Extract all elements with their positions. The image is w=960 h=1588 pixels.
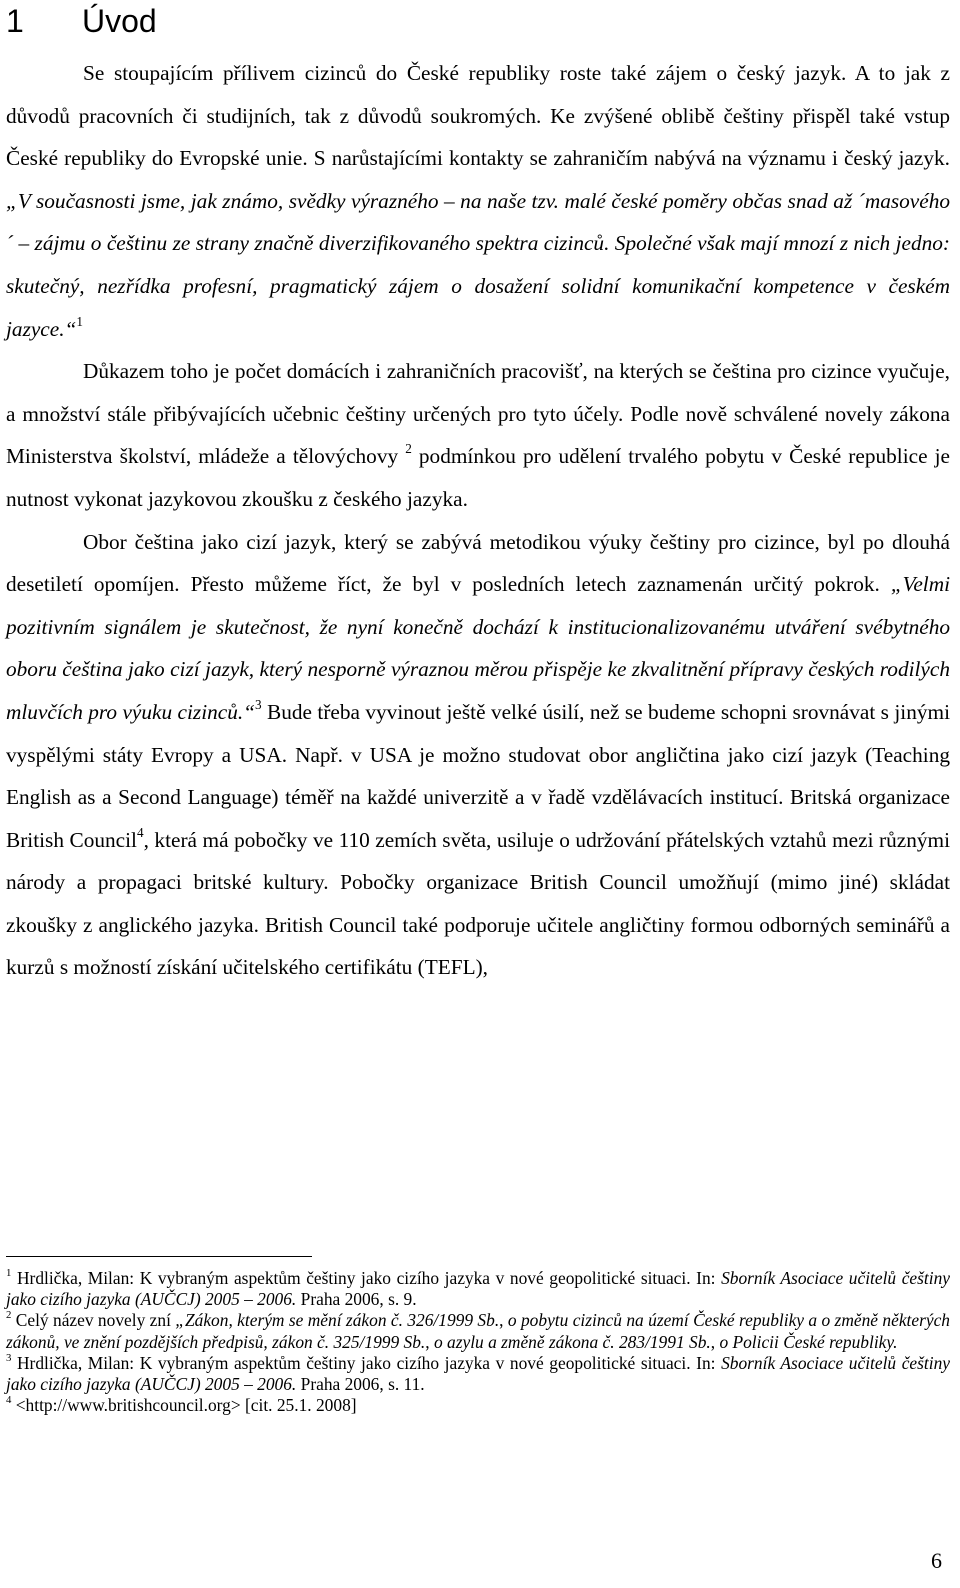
footnote-text: <http://www.britishcouncil.org> [cit. 25.1. 2008]	[11, 1395, 357, 1416]
footnotes	[6, 1268, 950, 1416]
footnote-italic: o Policii České republiky.	[719, 1331, 898, 1352]
paragraph-text: Bude třeba vyvinout ještě velké úsilí, než se budeme schopni srovnávat s jinými vyspělými státy Evropy a USA. Např. v USA je možno studovat obor angličtina jako cizí jazyk (Teaching English as a Second Language) téměř na každé univerzitě a v řadě vzdělávacích institucí. Britská organizace British Council	[6, 699, 950, 852]
footnote	[6, 1395, 950, 1416]
footnote-number: 1	[6, 1266, 12, 1279]
footnote-text: ,	[425, 1331, 434, 1352]
footnote-text: Hrdlička, Milan: K vybraným aspektům češtiny jako cizího jazyka v nové geopolitické situaci. In:	[11, 1268, 722, 1288]
body-text	[6, 52, 950, 989]
paragraph-text: Důkazem toho je počet domácích i zahraničních pracovišť, na kterých se čeština pro cizince vyučuje, a množství stále přibývajících učebnic češtiny určených pro tyto účely. Podle nově schválené novely zákona Ministerstva školství, mládeže a tělovýchovy	[6, 359, 950, 469]
footnote-italic: o pobytu cizinců na území České republiky a o změně některých zákonů, ve znění pozdějších předpisů, zákon č. 325/1999 Sb.	[6, 1310, 950, 1352]
paragraph-text: , která má pobočky ve 110 zemích světa, usiluje o udržování přátelských vztahů mezi různými národy a propagaci britské kultury. Pobočky organizace British Council umožňují (mimo jiné) skládat zkoušky z anglického jazyka. British Council také podporuje učitele angličtiny formou odborných seminářů a kurzů s možností získání učitelského certifikátu (TEFL),	[6, 827, 951, 980]
footnote-ref[interactable]: 2	[405, 441, 412, 457]
footnote-text: ,	[710, 1331, 720, 1352]
footnote-number: 3	[6, 1351, 12, 1364]
footnote-italic: Sborník Asociace učitelů češtiny jako cizího jazyka (AUČCJ) 2005 – 2006.	[6, 1268, 950, 1310]
footnote-number: 2	[6, 1309, 12, 1322]
footnote	[6, 1353, 950, 1395]
footnote-text: Praha 2006, s. 11.	[296, 1374, 425, 1395]
footnote-number: 4	[6, 1394, 12, 1407]
footnote-text: Praha 2006, s. 9.	[296, 1289, 417, 1310]
quotation: „Velmi pozitivním signálem je skutečnost, že nyní konečně dochází k institucionalizovanému utváření svébytného oboru čeština jako cizí jazyk, který nesporně výraznou měrou přispěje ke zkvalitnění přípravy českých rodilých mluvčích pro výuku cizinců.“	[6, 572, 950, 724]
footnote-text: ,	[499, 1310, 508, 1331]
footnote-ref[interactable]: 4	[136, 824, 144, 840]
paragraph-text: Se stoupajícím přílivem cizinců do České republiky roste také zájem o český jazyk. A to jak z důvodů pracovních či studijních, tak z důvodů soukromých. Ke zvýšené oblibě češtiny přispěl také vstup České republiky do Evropské unie. S narůstajícími kontakty se zahraničím nabývá na významu i český jazyk.	[6, 61, 950, 171]
chapter-heading	[6, 0, 157, 42]
footnote	[6, 1310, 950, 1352]
footnote-text: Celý název novely zní	[11, 1310, 176, 1331]
page-number: 6	[931, 1548, 942, 1573]
footnote-italic: „Zákon, kterým se mění zákon č. 326/1999 Sb.	[175, 1310, 500, 1331]
footnote-text: Hrdlička, Milan: K vybraným aspektům češtiny jako cizího jazyka v nové geopolitické situaci. In:	[11, 1352, 722, 1373]
quotation: „V současnosti jsme, jak známo, svědky výrazného – na naše tzv. malé české poměry občas snad až ´masového´ – zájmu o češtinu ze strany značně diverzifikovaného spektra cizinců. Společné však mají mnozí z nich jedno: skutečný, nezřídka profesní, pragmatický zájem o dosažení solidní komunikační kompetence v českém jazyce.“	[6, 188, 950, 341]
chapter-number: 1	[6, 3, 24, 39]
paragraph-2	[6, 350, 950, 520]
chapter-title: Úvod	[82, 3, 157, 39]
footnote-ref[interactable]: 3	[255, 697, 262, 713]
footnote	[6, 1268, 950, 1310]
paragraph-text: podmínkou pro udělení trvalého pobytu v České republice je nutnost vykonat jazykovou zkoušku z českého jazyka.	[6, 444, 950, 511]
paragraph-3	[6, 521, 950, 990]
footnote-italic: Sborník Asociace učitelů češtiny jako cizího jazyka (AUČCJ) 2005 – 2006.	[6, 1352, 950, 1395]
footnote-ref[interactable]: 1	[76, 313, 83, 329]
paragraph-text: Obor čeština jako cizí jazyk, který se zabývá metodikou výuky češtiny pro cizince, byl po dlouhá desetiletí opomíjen. Přesto můžeme říct, že byl v posledních letech zaznamenán určitý pokrok.	[6, 529, 950, 597]
paragraph-1	[6, 52, 950, 350]
footnote-separator	[6, 1256, 312, 1257]
footnote-italic: o azylu a změně zákona č. 283/1991 Sb.	[433, 1331, 711, 1352]
